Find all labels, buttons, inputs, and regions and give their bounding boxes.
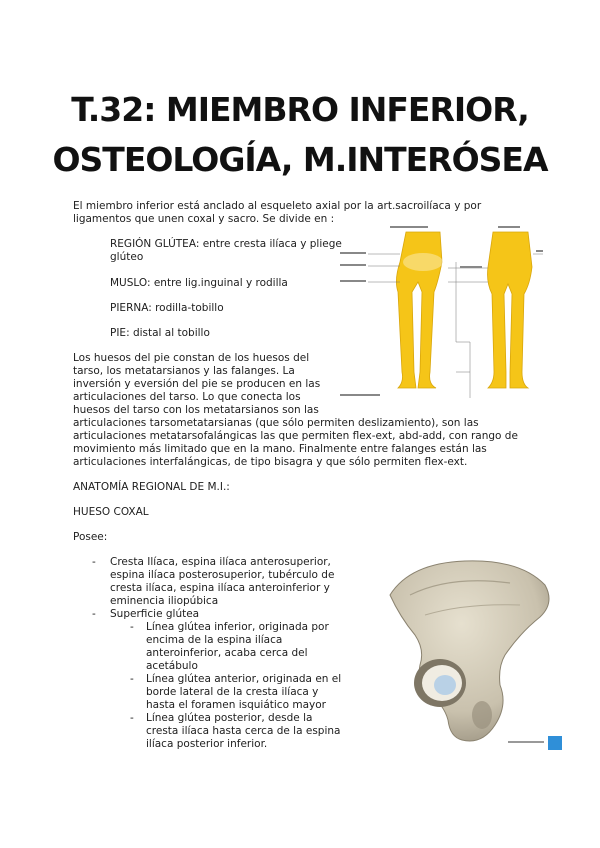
foot-line-9: articulaciones interfalángicas, de tipo bisagra y que sólo permiten flex-ext. (73, 456, 468, 468)
region-thigh: MUSLO: entre lig.inguinal y rodilla (110, 277, 288, 289)
list-item-1-line-3: cresta ilíaca, espina ilíaca anteroinferior y (110, 582, 330, 594)
page-title-line-1: T.32: MIEMBRO INFERIOR, (71, 90, 529, 129)
list-dash: - (92, 556, 96, 568)
sublist-item-2-line-2: borde lateral de la cresta ilíaca y (146, 686, 319, 698)
sublist-item-3-line-2: cresta ilíaca hasta cerca de la espina (146, 725, 341, 737)
page-title-line-2: OSTEOLOGÍA, M.INTERÓSEA (52, 140, 548, 179)
foot-line-5: huesos del tarso con los metatarsianos son las (73, 404, 319, 416)
foot-line-3: inversión y eversión del pie se producen en las (73, 378, 321, 390)
foot-line-8: movimiento más limitado que en la mano. Finalmente entre falanges están las (73, 443, 487, 455)
foot-line-2: tarso, los metatarsianos y las falanges. La (73, 365, 295, 377)
region-leg: PIERNA: rodilla-tobillo (110, 302, 224, 314)
sublist-item-2-line-1: Línea glútea anterior, originada en el (146, 673, 342, 685)
foot-line-6: articulaciones tarsometatarsianas (que sólo permiten deslizamiento), son las (73, 417, 479, 429)
region-gluteal-line-1: REGIÓN GLÚTEA: entre cresta ilíaca y pliege (110, 238, 342, 250)
lower-limb-illustration (338, 222, 543, 400)
section-heading-anatomy: ANATOMÍA REGIONAL DE M.I.: (73, 481, 230, 493)
list-dash: - (92, 608, 96, 620)
sublist-item-2-line-3: hasta el foramen isquiático mayor (146, 699, 326, 711)
intro-line-1: El miembro inferior está anclado al esqueleto axial por la art.sacroilíaca y por (73, 200, 482, 212)
sublist-item-3-line-3: ilíaca posterior inferior. (146, 738, 268, 750)
list-item-2: Superficie glútea (110, 608, 200, 620)
sublist-dash: - (130, 712, 134, 724)
lower-limb-figure (338, 222, 543, 400)
sublist-item-1-line-1: Línea glútea inferior, originada por (146, 621, 329, 633)
source-badge (548, 736, 562, 750)
section-heading-coxal: HUESO COXAL (73, 506, 149, 518)
region-foot: PIE: distal al tobillo (110, 327, 210, 339)
hip-bone-illustration (370, 555, 565, 755)
region-gluteal-line-2: glúteo (110, 251, 144, 263)
foot-line-7: articulaciones metatarsofalángicas las que permiten flex-ext, abd-add, con rango de (73, 430, 518, 442)
list-item-1-line-2: espina ilíaca posterosuperior, tubérculo de (110, 569, 335, 581)
intro-line-2: ligamentos que unen coxal y sacro. Se divide en : (73, 213, 335, 225)
sublist-item-1-line-4: acetábulo (146, 660, 198, 672)
sublist-dash: - (130, 621, 134, 633)
foot-line-4: articulaciones del tarso. Lo que conecta los (73, 391, 301, 403)
sublist-item-3-line-1: Línea glútea posterior, desde la (146, 712, 313, 724)
sublist-item-1-line-2: encima de la espina ilíaca (146, 634, 283, 646)
posee-label: Posee: (73, 531, 108, 543)
sublist-item-1-line-3: anteroinferior, acaba cerca del (146, 647, 308, 659)
list-item-1-line-1: Cresta Ilíaca, espina ilíaca anterosuperior, (110, 556, 331, 568)
sublist-dash: - (130, 673, 134, 685)
foot-line-1: Los huesos del pie constan de los huesos del (73, 352, 310, 364)
hip-bone-figure (370, 555, 565, 755)
list-item-1-line-4: eminencia iliopúbica (110, 595, 219, 607)
